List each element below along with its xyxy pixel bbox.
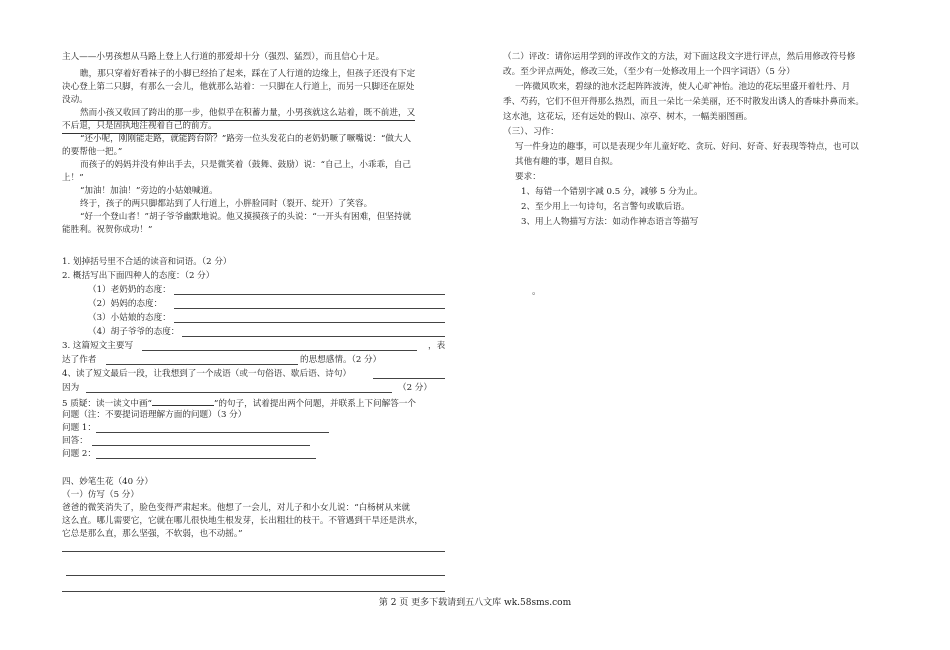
question-1: 1. 划掉括号里不合适的读音和词语。（2 分） [62, 257, 232, 267]
revision-text: 一阵微风吹来，碧绿的池水泛起阵阵波涛，使人心旷神怡。池边的花坛里盛开着牡丹、月 [515, 82, 851, 92]
revision-text: 这水池，这花坛，还有远处的假山、凉亭、树木，一幅美丽图画。 [503, 112, 753, 122]
question-5-label-answer: 回答： [62, 436, 88, 446]
question-5-label-2: 问题 2： [62, 449, 96, 459]
passage-line: “还小呢，刚刚能走路，就能跨台阶？”路旁一位头发花白的老奶奶噘了噘嘴说：“做大人 [80, 134, 412, 144]
requirement-item: 2、至少用上一句诗句，名言警句或歇后语。 [521, 202, 690, 212]
imitation-text: 它总是那么直，那么坚强，不软弱，也不动摇。” [62, 529, 243, 539]
question-5-label-1: 问题 1： [62, 423, 96, 433]
composition-instruction: 写一件身边的趣事，可以是表现少年儿童好吃、贪玩、好问、好奇、好表现等特点，也可以 [515, 142, 859, 152]
passage-line: 能胜利。祝贺你成功！” [62, 225, 153, 235]
passage-line: 而孩子的妈妈并没有伸出手去，只是微笑着（鼓舞、鼓励）说：“自己上，小乖乖，自己 [80, 160, 411, 170]
question-3-line-1: 3. 这篇短文主要写 [62, 341, 134, 351]
answer-line[interactable] [96, 432, 329, 433]
question-5-prefix: 5 质疑：读一读文中画“ [62, 399, 152, 409]
q2-item-2: （2）妈妈的态度： [88, 299, 163, 309]
answer-line[interactable] [174, 308, 445, 309]
q2-item-4: （4）胡子爷爷的态度： [88, 327, 180, 337]
answer-line[interactable] [142, 350, 417, 351]
passage-line: 主人——小男孩想从马路上登上人行道的那爱却十分（强烈、猛烈），而且信心十足。 [62, 52, 385, 62]
answer-line[interactable] [92, 445, 310, 446]
question-4-score: （2 分） [398, 383, 432, 393]
requirements-label: 要求： [515, 172, 541, 182]
passage-line: 瞧，那只穿着好看袜子的小脚已经抬了起来，踩在了人行道的边缘上，但孩子还没有下定 [80, 69, 416, 79]
question-3-line-2-start: 达了作者 [62, 355, 97, 365]
writing-line[interactable] [62, 551, 445, 552]
imitation-text: 爸爸的微笑消失了，脸色变得严肃起来。他想了一会儿，对儿子和小女儿说：“白杨树从来就 [62, 503, 411, 513]
passage-line: 没动。 [62, 95, 88, 105]
answer-line[interactable] [174, 294, 445, 295]
underlined-sentence: 不后退，只是固执地注视着自己的前方。 [62, 120, 217, 134]
question-4-line-2-start: 因为 [62, 383, 80, 393]
answer-line[interactable] [106, 364, 298, 365]
composition-instruction: 其他有趣的事，题目自拟。 [515, 157, 619, 167]
passage-line: 的要帮他一把。” [62, 147, 123, 157]
passage-line: 决心登上第二只脚，有那么一会儿，他就那么站着：一只脚在人行道上，而另一只脚还在原处 [62, 82, 415, 92]
underlined-sentence: 然而小孩又收回了跨出的那一步，他似乎在积蓄力量，小男孩就这么站着，既不前进，又 [80, 107, 415, 121]
revision-instruction: 改。至少评点两处，修改三处，（至少有一处修改用上一个四字词语）（5 分） [503, 67, 795, 77]
answer-line[interactable] [96, 458, 316, 459]
passage-line: “加油！加油！”旁边的小姑娘喊道。 [80, 186, 218, 196]
question-4-line-1: 4、读了短文最后一段，让我想到了一个成语（或一句俗语、歇后语、诗句） [62, 369, 352, 379]
answer-line[interactable] [373, 378, 445, 379]
revision-text: 季、芍药，它们不但开得那么热烈，而且一朵比一朵美丽，还不时散发出诱人的香味扑鼻而来。 [503, 97, 864, 107]
composition-heading: （三）、习作： [503, 127, 559, 137]
passage-line: 终于，孩子的两只脚都站到了人行道上，小胖脸同时（裂开、绽开）了笑容。 [80, 199, 373, 209]
question-3-line-2-end: 的思想感情。（2 分） [300, 355, 382, 365]
passage-line: “好一个登山者！”胡子爷爷幽默地说。他又摸摸孩子的头说：“一开头有困难，但坚持就 [80, 212, 412, 222]
question-5-suffix: ”的句子，试着提出两个问题，并联系上下问解答一个 [213, 399, 416, 409]
q2-item-3: （3）小姑娘的态度： [88, 313, 171, 323]
q2-item-1: （1）老奶奶的态度： [88, 285, 171, 295]
underline-blank [152, 396, 214, 406]
stray-mark: 。 [532, 287, 542, 297]
answer-line[interactable] [182, 336, 445, 337]
revision-instruction: （二）评改：请你运用学到的评改作文的方法，对下面这段文字进行评点，然后用修改符号修 [503, 52, 856, 62]
question-3-tail: ，表 [428, 341, 446, 351]
answer-line[interactable] [86, 392, 392, 393]
writing-line[interactable] [66, 575, 445, 576]
section-4-heading: 四、妙笔生花（40 分） [62, 477, 154, 487]
section-4-sub-heading: （一）仿写（5 分） [62, 490, 139, 500]
writing-line[interactable] [62, 591, 445, 592]
requirement-item: 3、用上人物描写方法：如动作神态语言等描写 [521, 217, 699, 227]
question-2: 2. 概括写出下面四种人的态度：（2 分） [62, 271, 215, 281]
question-5-line-2: 问题（注：不要提词语理解方面的问题）（3 分） [62, 410, 247, 420]
imitation-text: 这么直。哪儿需要它，它就在哪儿很快地生根发芽，长出粗壮的枝干。不管遇到干旱还是洪水， [62, 516, 423, 526]
requirement-item: 1、每错一个错别字减 0.5 分，减够 5 分为止。 [521, 187, 703, 197]
passage-line: 上！” [62, 173, 84, 183]
page-footer: 第 2 页 更多下载请到五八文库 wk.58sms.com [378, 598, 572, 608]
answer-line[interactable] [174, 322, 445, 323]
